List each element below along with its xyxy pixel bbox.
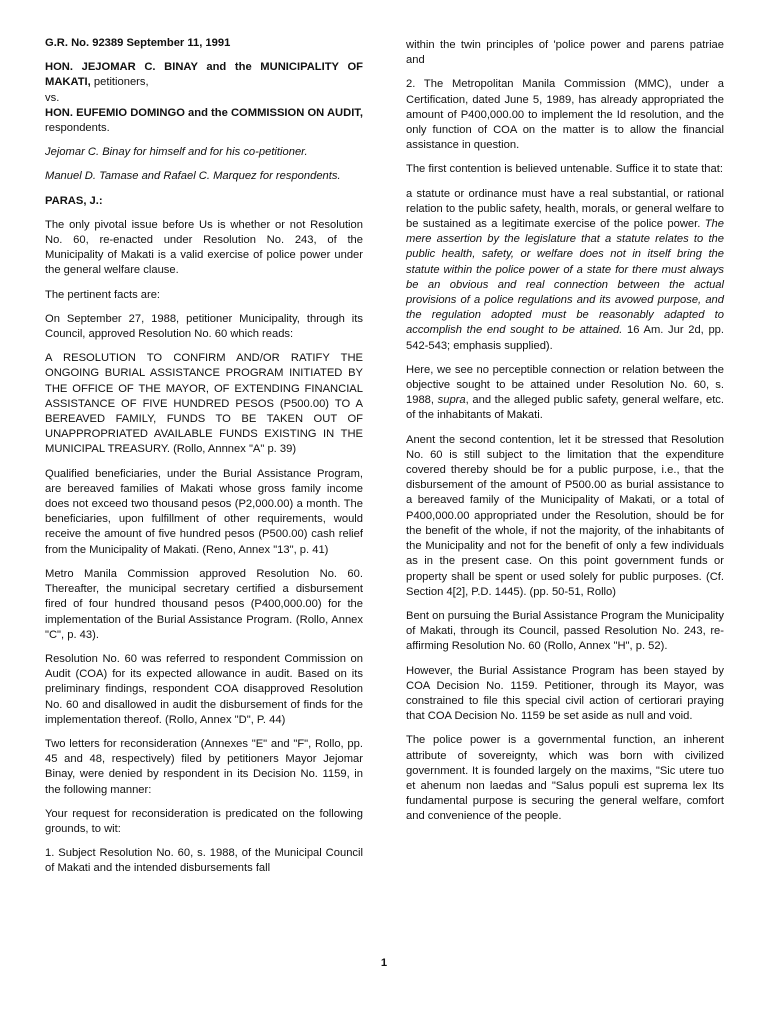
resolution-quote: A RESOLUTION TO CONFIRM AND/OR RATIFY THE ONGOING BURIAL ASSISTANCE PROGRAM INITIATED BY THE OFFICE OF THE MAYOR, OF EXTENDING FINANCIAL ASSISTANCE OF FIVE HUNDRED PESOS (P500.00) TO A BEREAVED FAMILY, FUNDS TO BE TAKEN OUT OF UNAPPROPRIATED AVAILABLE FUNDS EXISTING IN THE MUNICIPAL TREASURY. (Rollo, Annnex "A" p. 39) — [45, 352, 363, 456]
paragraph: Metro Manila Commission approved Resolution No. 60. Thereafter, the municipal secretary certified a disbursement fired of four hundred thousand pesos (P400,000.00) for the implementation of the Burial Assistance Program. (Rollo, Annex "C", p. 43). — [45, 567, 363, 641]
counsel-respondent: Manuel D. Tamase and Rafael C. Marquez for respondents. — [45, 170, 341, 183]
paragraph: The pertinent facts are: — [45, 288, 161, 301]
statute-quote — [406, 187, 724, 354]
case-number: G.R. No. 92389 September 11, 1991 — [45, 37, 231, 49]
respondents-role: respondents. — [45, 122, 110, 135]
petitioners-line — [45, 60, 363, 90]
paragraph: The first contention is believed untenable. Suffice it to state that: — [406, 163, 723, 176]
paragraph: However, the Burial Assistance Program has been stayed by COA Decision No. 1159. Petitioner, through its Mayor, was constrained to file this special civil action of certiorari praying that COA Decision No. 1159 be set aside as null and void. — [406, 664, 724, 723]
left-column — [45, 36, 363, 886]
paragraph: Your request for reconsideration is predicated on the following grounds, to wit: — [45, 807, 363, 835]
text-part: Here, we see no perceptible connection or relation between the objective sought to be attained under Resolution No. 60, s. 1988, — [406, 363, 724, 407]
paragraph: Two letters for reconsideration (Annexes "E" and "F", Rollo, pp. 45 and 48, respectively) filed by petitioners Mayor Jejomar Binay, were denied by respondent in its Decision No. 1159, in the following manner: — [45, 737, 363, 796]
paragraph: The only pivotal issue before Us is whether or not Resolution No. 60, re-enacted under Resolution No. 243, of the Municipality of Makati is a valid exercise of police power under the general welfare clause. — [45, 218, 363, 277]
paragraph: Anent the second contention, let it be stressed that Resolution No. 60 is still subject to the limitation that the expenditure covered thereby should be for a public purpose, i.e., that the disbursement of the amount of P500.00 as burial assistance to a bereaved family of the Municipality of Makati, or a total of P400,000.00 appropriated under the Resolution, should be for the benefit of the whole, if not the majority, of the inhabitants of the Municipality and not for the benefit of only a few individuals as in the present case. On this point government funds or property shall be spent or used solely for public purposes. (Cf. Section 4[2], P.D. 1445). (pp. 50-51, Rollo) — [406, 433, 724, 598]
paragraph — [406, 363, 724, 424]
paragraph: On September 27, 1988, petitioner Municipality, through its Council, approved Resolution No. 60 which reads: — [45, 312, 363, 341]
paragraph: 1. Subject Resolution No. 60, s. 1988, of the Municipal Council of Makati and the intended disbursements fall — [45, 847, 363, 875]
supra-text: supra — [434, 394, 466, 407]
quote-citation: 16 Am. Jur 2d, pp. 542-543; emphasis supplied). — [406, 324, 724, 352]
ponente: PARAS, J.: — [45, 194, 103, 207]
paragraph: Qualified beneficiaries, under the Burial Assistance Program, are bereaved families of Makati whose gross family income does not exceed two thousand pesos (P2,000.00) a month. The beneficiaries, upon fulfillment of other requirements, would receive the amount of five hundred pesos (P500.00) cash relief from the Municipality of Makati. (Reno, Annex "13", p. 41) — [45, 467, 363, 556]
petitioners-role: petitioners, — [90, 76, 149, 89]
paragraph: Bent on pursuing the Burial Assistance Program the Municipality of Makati, through its Council, passed Resolution No. 243, re-affirming Resolution No. 60 (Rollo, Annex "H", p. 52). — [406, 609, 724, 653]
paragraph: within the twin principles of 'police power and parens patriae and — [406, 39, 724, 67]
counsel-petitioner: Jejomar C. Binay for himself and for his co-petitioner. — [45, 146, 308, 159]
right-column — [406, 38, 724, 834]
paragraph: The police power is a governmental function, an inherent attribute of sovereignty, which was born with civilized government. It is founded largely on the maxims, "Sic utere tuo et ahenum non laedas and "Salus populi est suprema lex Its fundamental purpose is securing the general welfare, comfort and convenience of the people. — [406, 734, 724, 823]
quote-part: a statute or ordinance must have a real substantial, or rational relation to the public safety, health, morals, or general welfare to be sustained as a legitimate exercise of the police power. — [406, 187, 724, 231]
quote-emphasis: The mere assertion by the legislature that a statute relates to the public health, safety, or welfare does not in itself bring the statute within the police power of a state for there must always be an obvious and real connection between the actual provisions of a police regulations and its avowed purpose, and the regulation adopted must be reasonably adapted to accomplish the end sought to be attained. — [406, 218, 724, 337]
paragraph: 2. The Metropolitan Manila Commission (MMC), under a Certification, dated June 5, 1989, has already appropriated the amount of P400,000.00 to implement the Id resolution, and the only function of COA on the matter is to allow the financial assistance in question. — [406, 78, 724, 152]
petitioners-name: HON. JEJOMAR C. BINAY and the MUNICIPALITY OF MAKATI, — [45, 61, 363, 89]
page-number: 1 — [380, 957, 388, 969]
text-part: , and the alleged public safety, general welfare, etc. of the inhabitants of Makati. — [406, 394, 725, 422]
paragraph: Resolution No. 60 was referred to respondent Commission on Audit (COA) for its expected allowance in audit. Based on its preliminary findings, respondent COA disapproved Resolution No. 60 and disallowed in audit the disbursement of finds for the implementation thereof. (Rollo, Annex "D", P. 44) — [45, 652, 363, 726]
versus: vs. — [45, 91, 60, 104]
respondents-name: HON. EUFEMIO DOMINGO and the COMMISSION ON AUDIT, — [45, 106, 363, 119]
respondents-line — [45, 106, 363, 136]
